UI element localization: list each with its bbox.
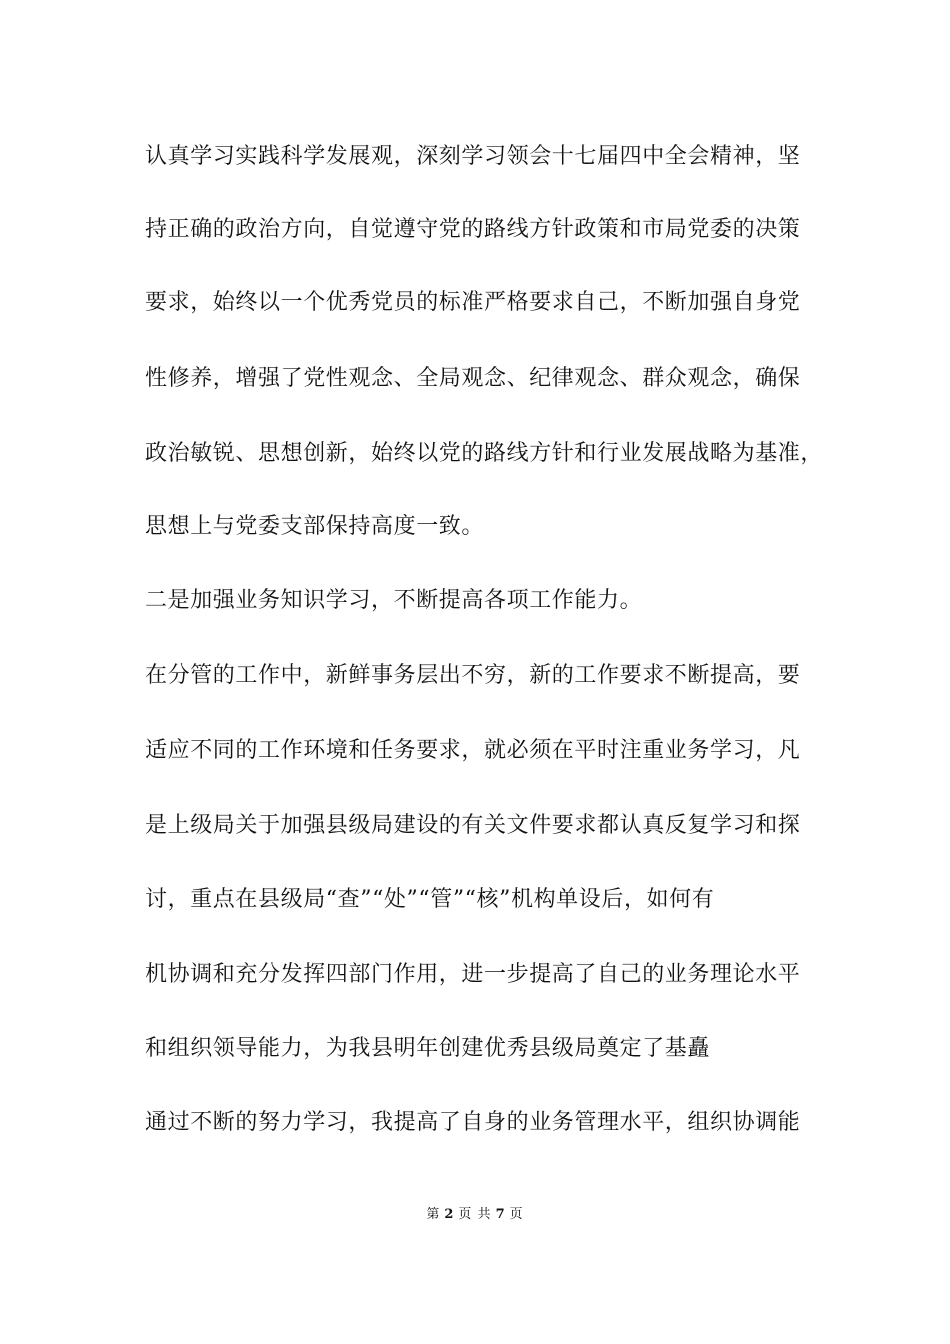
text-line: 要求，始终以一个优秀党员的标准严格要求自己，不断加强自身党 xyxy=(145,290,801,315)
text-line: 通过不断的努力学习，我提高了自身的业务管理水平，组织协调能 xyxy=(145,1110,801,1135)
text-line: 政治敏锐、思想创新，始终以党的路线方针和行业发展战略为基准， xyxy=(145,441,824,466)
text-line: 是上级局关于加强县级局建设的有关文件要求都认真反复学习和探 xyxy=(145,813,801,838)
text-line: 在分管的工作中，新鲜事务层出不穷，新的工作要求不断提高，要 xyxy=(145,663,801,688)
page-number: 2 xyxy=(444,1207,455,1222)
footer-suffix: 页 xyxy=(509,1207,524,1222)
text-line: 机协调和充分发挥四部门作用，进一步提高了自己的业务理论水平 xyxy=(145,962,801,987)
footer-middle: 页 共 xyxy=(458,1207,492,1222)
total-pages: 7 xyxy=(495,1207,506,1222)
text-line: 适应不同的工作环境和任务要求，就必须在平时注重业务学习，凡 xyxy=(145,738,801,763)
page-footer xyxy=(0,1206,950,1224)
text-line: 和组织领导能力，为我县明年创建优秀县级局奠定了基矗 xyxy=(145,1036,711,1061)
footer-prefix: 第 xyxy=(426,1207,441,1222)
text-line: 性修养，增强了党性观念、全局观念、纪律观念、群众观念，确保 xyxy=(145,366,801,391)
text-line: 讨，重点在县级局“查”“处”“管”“核”机构单设后，如何有 xyxy=(145,887,715,912)
section-heading: 二是加强业务知识学习，不断提高各项工作能力。 xyxy=(145,588,643,613)
text-line: 持正确的政治方向，自觉遵守党的路线方针政策和市局党委的决策 xyxy=(145,217,801,242)
text-line: 认真学习实践科学发展观，深刻学习领会十七届四中全会精神，坚 xyxy=(145,144,801,169)
text-line: 思想上与党委支部保持高度一致。 xyxy=(145,514,485,539)
